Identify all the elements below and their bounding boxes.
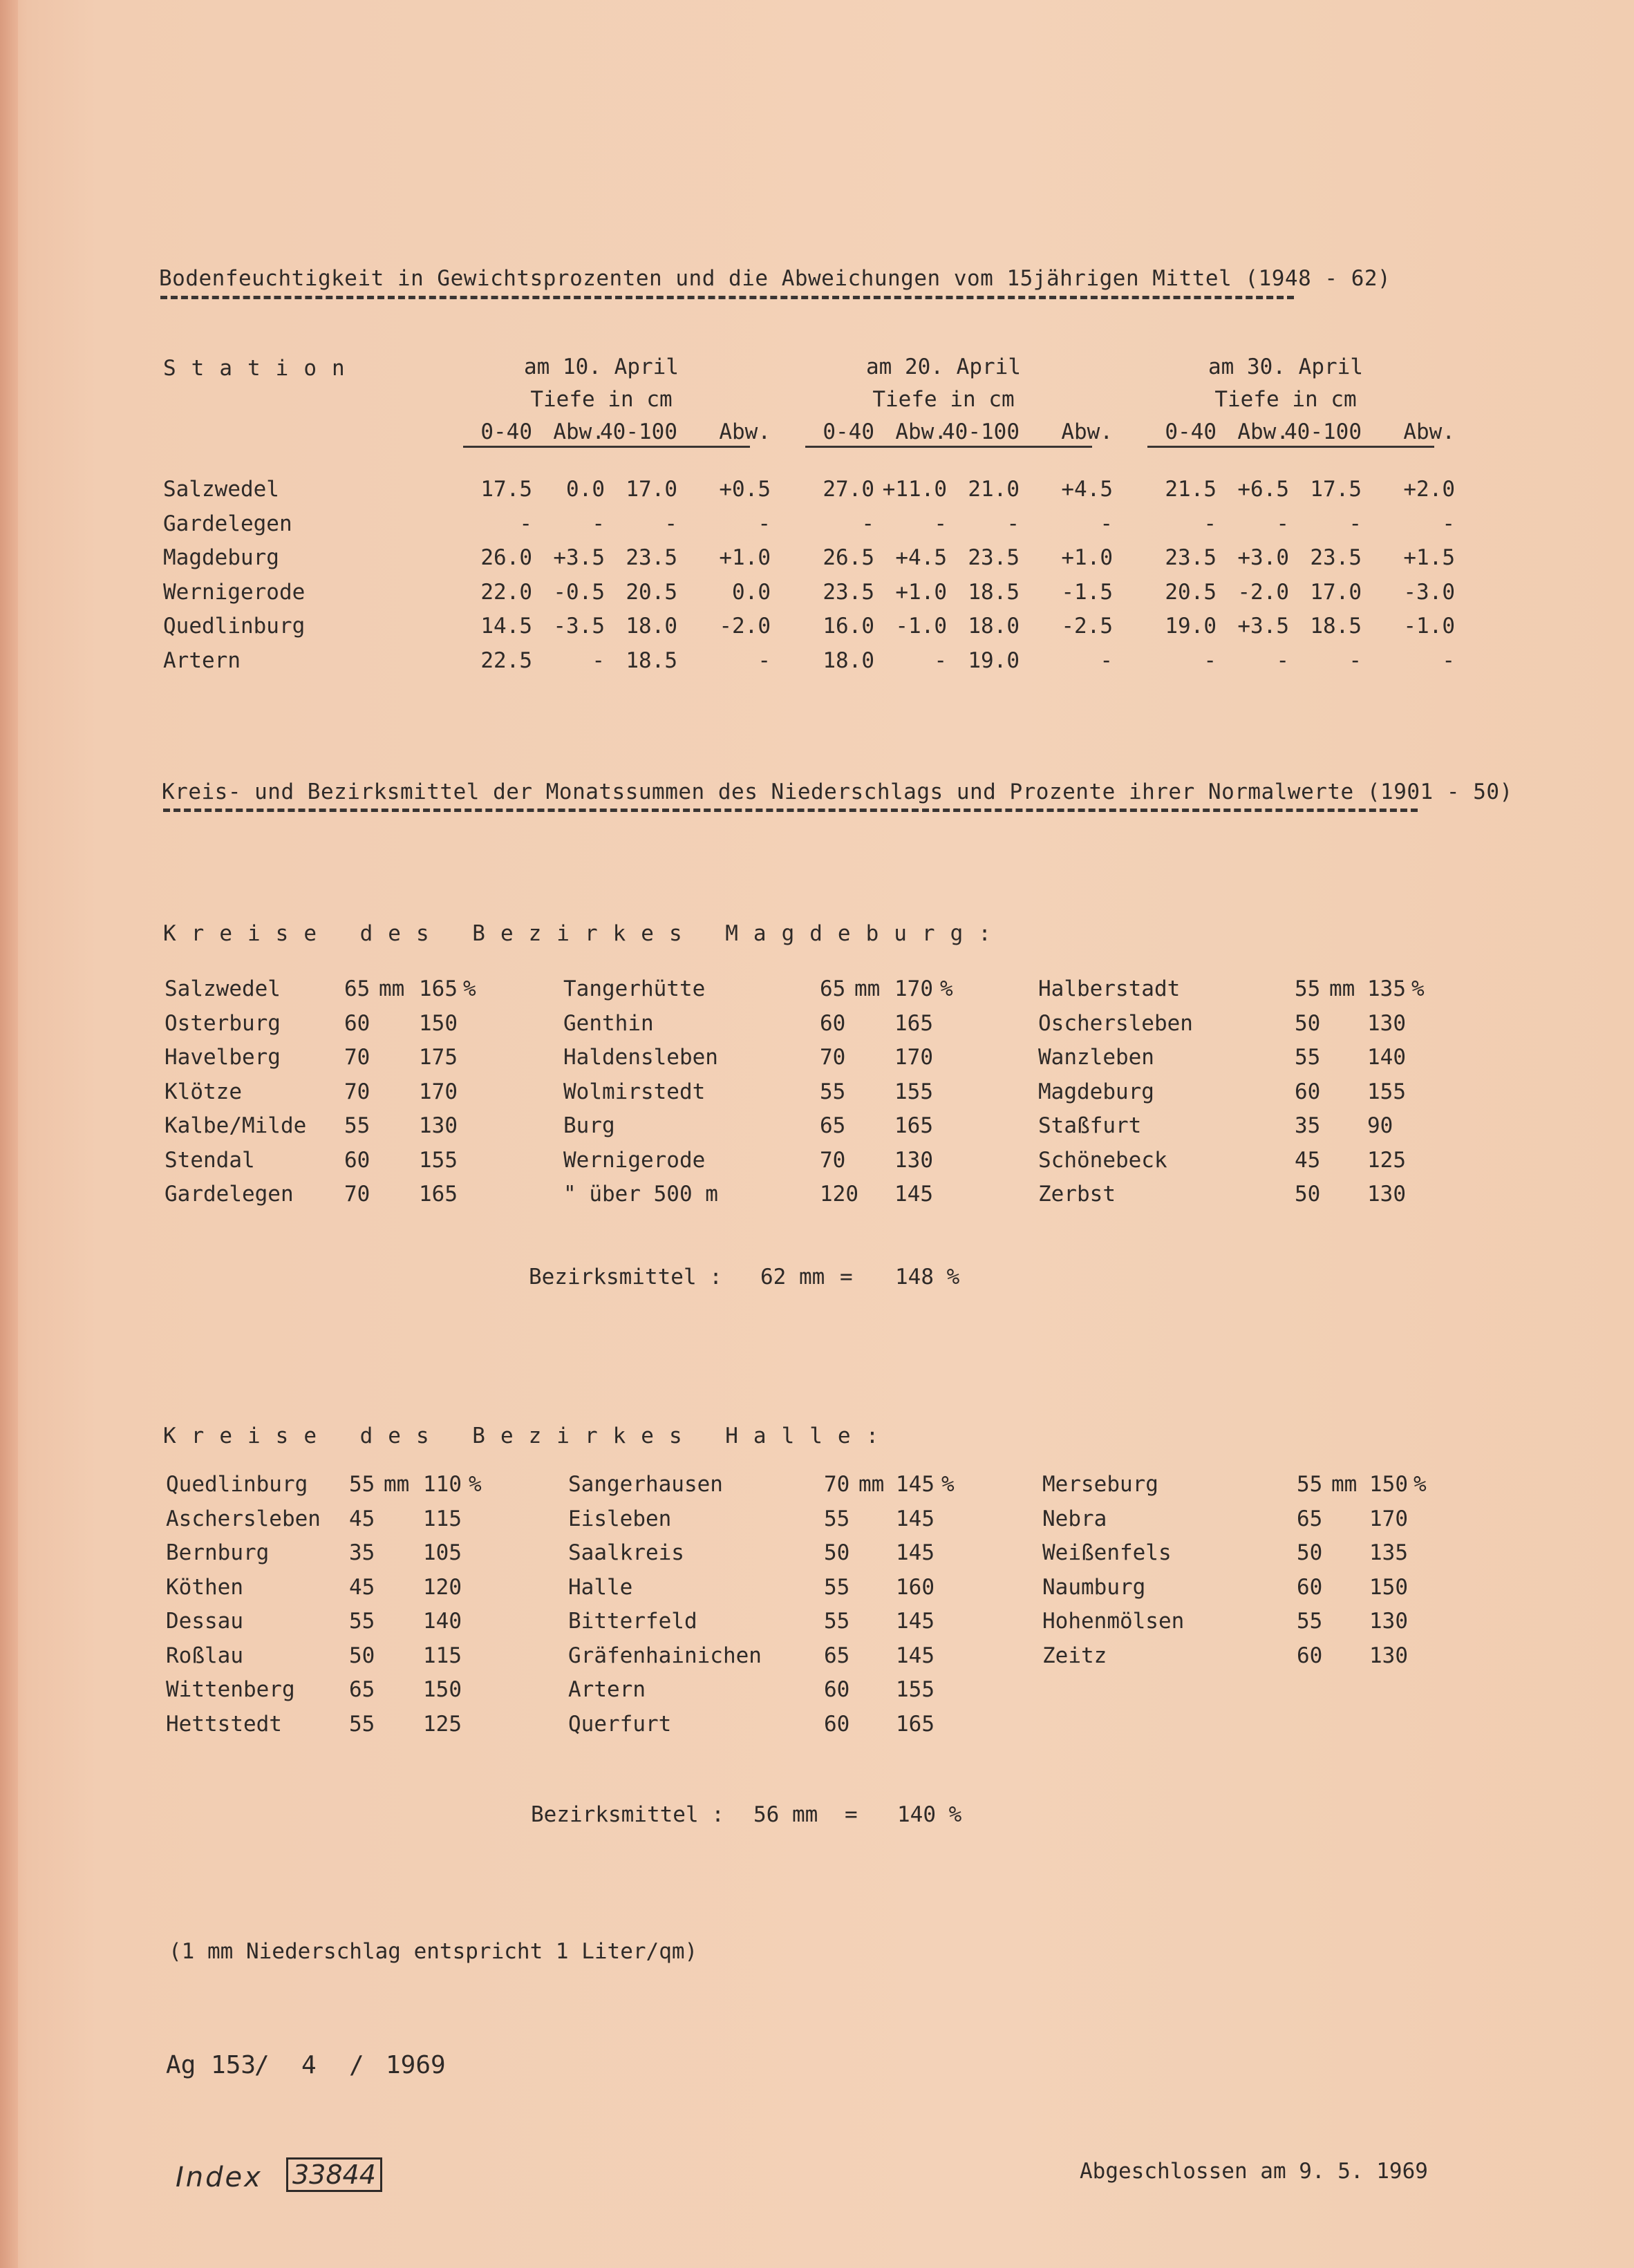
- district-name: Haldensleben: [563, 1045, 718, 1070]
- precip-mm: 70: [344, 1079, 370, 1104]
- halle-mean-label: Bezirksmittel :: [531, 1802, 724, 1827]
- precip-mm: 65: [344, 976, 370, 1001]
- precip-note: (1 mm Niederschlag entspricht 1 Liter/qm): [169, 1939, 698, 1964]
- soil-value: 23.5: [626, 545, 677, 570]
- ref-a: Ag 153: [166, 2051, 256, 2079]
- district-name: Burg: [563, 1113, 615, 1138]
- district-name: Querfurt: [568, 1712, 672, 1737]
- district-name: Hohenmölsen: [1042, 1609, 1185, 1634]
- halle-mean-eq: =: [845, 1802, 858, 1827]
- column-header: Abw.: [719, 419, 771, 444]
- district-name: Tangerhütte: [563, 976, 706, 1001]
- soil-value: 20.5: [626, 580, 677, 605]
- soil-value: -: [758, 648, 771, 673]
- soil-value: 17.0: [626, 477, 677, 502]
- magdeburg-heading: Kreise des Bezirkes Magdeburg:: [163, 921, 1006, 946]
- column-header: Abw.: [1061, 419, 1113, 444]
- unit-mm: mm: [379, 976, 405, 1001]
- station-name: Magdeburg: [163, 545, 279, 570]
- district-name: Naumburg: [1042, 1575, 1146, 1600]
- soil-value: +1.0: [895, 580, 947, 605]
- precip-pct: 165: [419, 976, 458, 1001]
- precip-mm: 60: [820, 1011, 846, 1036]
- column-header: 40-100: [942, 419, 1020, 444]
- index-label: Index: [176, 2162, 263, 2193]
- soil-value: 0.0: [566, 477, 605, 502]
- precip-mm: 50: [1297, 1540, 1323, 1565]
- column-header: Abw.: [895, 419, 947, 444]
- soil-value: 26.5: [823, 545, 874, 570]
- unit-pct: %: [1414, 1472, 1427, 1497]
- precip-pct: 145: [896, 1540, 935, 1565]
- page-edge: [0, 0, 18, 2268]
- district-name: Staßfurt: [1038, 1113, 1142, 1138]
- magdeburg-mean-mm: 62 mm: [760, 1265, 825, 1289]
- district-name: Zerbst: [1038, 1182, 1116, 1207]
- soil-value: 18.0: [968, 614, 1020, 639]
- soil-value: 18.5: [968, 580, 1020, 605]
- period-underline: [805, 446, 1092, 448]
- precip-title: Kreis- und Bezirksmittel der Monatssummen des Niederschlags und Prozente ihrer Normalwerte (1901 - 50): [162, 779, 1513, 804]
- soil-value: -1.0: [1403, 614, 1455, 639]
- soil-value: +1.0: [1061, 545, 1113, 570]
- precip-pct: 150: [423, 1677, 462, 1702]
- precip-pct: 145: [896, 1609, 935, 1634]
- precip-mm: 55: [349, 1712, 375, 1737]
- soil-value: -1.5: [1061, 580, 1113, 605]
- soil-value: +3.5: [1237, 614, 1289, 639]
- precip-mm: 120: [820, 1182, 858, 1207]
- magdeburg-mean-label: Bezirksmittel :: [529, 1265, 722, 1289]
- soil-value: -0.5: [553, 580, 605, 605]
- precip-pct: 135: [1369, 1540, 1408, 1565]
- precip-pct: 115: [423, 1643, 462, 1668]
- district-name: Sangerhausen: [568, 1472, 723, 1497]
- district-name: Bernburg: [166, 1540, 270, 1565]
- district-name: Gräfenhainichen: [568, 1643, 762, 1668]
- soil-value: -: [1442, 511, 1455, 536]
- soil-value: 22.5: [480, 648, 532, 673]
- soil-value: -: [519, 511, 532, 536]
- district-name: Stendal: [165, 1148, 255, 1173]
- soil-value: 19.0: [968, 648, 1020, 673]
- district-name: Halberstadt: [1038, 976, 1181, 1001]
- district-name: Schönebeck: [1038, 1148, 1167, 1173]
- precip-mm: 55: [349, 1609, 375, 1634]
- district-name: Wittenberg: [166, 1677, 295, 1702]
- precip-mm: 55: [1297, 1609, 1323, 1634]
- period-depth: Tiefe in cm: [530, 387, 673, 412]
- unit-pct: %: [1411, 976, 1425, 1001]
- soil-value: 23.5: [1310, 545, 1362, 570]
- precip-pct: 155: [894, 1079, 933, 1104]
- unit-pct: %: [469, 1472, 482, 1497]
- precip-pct: 140: [423, 1609, 462, 1634]
- precip-pct: 155: [1367, 1079, 1406, 1104]
- soil-title-underline: [160, 296, 1294, 299]
- precip-pct: 105: [423, 1540, 462, 1565]
- district-name: Wernigerode: [563, 1148, 706, 1173]
- soil-value: 21.5: [1165, 477, 1217, 502]
- soil-value: +4.5: [895, 545, 947, 570]
- column-header: 40-100: [1284, 419, 1362, 444]
- soil-value: 23.5: [968, 545, 1020, 570]
- soil-value: -: [934, 648, 947, 673]
- unit-mm: mm: [854, 976, 881, 1001]
- column-header: Abw.: [1403, 419, 1455, 444]
- soil-value: -: [1349, 648, 1362, 673]
- station-name: Wernigerode: [163, 580, 306, 605]
- district-name: Magdeburg: [1038, 1079, 1154, 1104]
- precip-mm: 55: [1295, 1045, 1321, 1070]
- district-name: Nebra: [1042, 1506, 1107, 1531]
- magdeburg-mean-eq: =: [840, 1265, 853, 1289]
- station-label: Station: [163, 356, 360, 381]
- soil-value: +0.5: [719, 477, 771, 502]
- precip-pct: 170: [419, 1079, 458, 1104]
- soil-value: 0.0: [732, 580, 771, 605]
- soil-value: -2.5: [1061, 614, 1113, 639]
- precip-pct: 155: [419, 1148, 458, 1173]
- soil-value: -3.5: [553, 614, 605, 639]
- precip-mm: 70: [820, 1148, 846, 1173]
- precip-mm: 55: [1295, 976, 1321, 1001]
- district-name: Osterburg: [165, 1011, 281, 1036]
- period-depth: Tiefe in cm: [872, 387, 1015, 412]
- precip-pct: 130: [1369, 1609, 1408, 1634]
- precip-pct: 145: [894, 1182, 933, 1207]
- soil-value: 26.0: [480, 545, 532, 570]
- period-date: am 30. April: [1208, 355, 1363, 379]
- precip-pct: 170: [894, 1045, 933, 1070]
- soil-value: 17.5: [480, 477, 532, 502]
- district-name: Quedlinburg: [166, 1472, 308, 1497]
- precip-mm: 60: [824, 1677, 850, 1702]
- soil-value: -: [934, 511, 947, 536]
- district-name: Aschersleben: [166, 1506, 321, 1531]
- precip-mm: 45: [349, 1575, 375, 1600]
- column-header: 0-40: [480, 419, 532, 444]
- district-name: Merseburg: [1042, 1472, 1158, 1497]
- district-name: Klötze: [165, 1079, 242, 1104]
- district-name: Halle: [568, 1575, 633, 1600]
- precip-mm: 55: [824, 1506, 850, 1531]
- precip-mm: 65: [820, 976, 846, 1001]
- precip-mm: 50: [824, 1540, 850, 1565]
- soil-value: 17.0: [1310, 580, 1362, 605]
- ref-c: 1969: [386, 2051, 446, 2079]
- soil-value: 23.5: [823, 580, 874, 605]
- soil-value: -: [1203, 648, 1217, 673]
- precip-mm: 55: [824, 1609, 850, 1634]
- soil-value: -1.0: [895, 614, 947, 639]
- precip-pct: 125: [1367, 1148, 1406, 1173]
- precip-mm: 60: [824, 1712, 850, 1737]
- precip-pct: 150: [1369, 1575, 1408, 1600]
- soil-value: -: [1442, 648, 1455, 673]
- soil-value: -2.0: [719, 614, 771, 639]
- station-name: Quedlinburg: [163, 614, 306, 639]
- precip-mm: 65: [824, 1643, 850, 1668]
- district-name: Eisleben: [568, 1506, 672, 1531]
- precip-pct: 170: [894, 976, 933, 1001]
- precip-pct: 125: [423, 1712, 462, 1737]
- soil-title: Bodenfeuchtigkeit in Gewichtsprozenten und die Abweichungen vom 15jährigen Mittel (1948 - 62): [159, 266, 1391, 291]
- precip-mm: 65: [349, 1677, 375, 1702]
- soil-value: +1.5: [1403, 545, 1455, 570]
- district-name: Kalbe/Milde: [165, 1113, 307, 1138]
- district-name: Wolmirstedt: [563, 1079, 706, 1104]
- halle-mean-pct: 140 %: [897, 1802, 962, 1827]
- precip-pct: 165: [896, 1712, 935, 1737]
- precip-pct: 110: [423, 1472, 462, 1497]
- unit-mm: mm: [1329, 976, 1355, 1001]
- precip-mm: 50: [1295, 1182, 1321, 1207]
- index-number-box: 33844: [286, 2157, 382, 2192]
- precip-pct: 165: [894, 1011, 933, 1036]
- unit-pct: %: [463, 976, 476, 1001]
- precip-title-underline: [163, 809, 1418, 812]
- district-name: Havelberg: [165, 1045, 281, 1070]
- precip-pct: 130: [1369, 1643, 1408, 1668]
- halle-heading: Kreise des Bezirkes Halle:: [163, 1424, 894, 1448]
- unit-pct: %: [941, 1472, 955, 1497]
- precip-mm: 70: [824, 1472, 850, 1497]
- soil-value: -: [1203, 511, 1217, 536]
- district-name: Weißenfels: [1042, 1540, 1172, 1565]
- soil-value: -3.0: [1403, 580, 1455, 605]
- column-header: 40-100: [600, 419, 677, 444]
- ref-sep-2: /: [349, 2051, 364, 2079]
- soil-value: 22.0: [480, 580, 532, 605]
- precip-mm: 65: [1297, 1506, 1323, 1531]
- district-name: Hettstedt: [166, 1712, 282, 1737]
- precip-pct: 175: [419, 1045, 458, 1070]
- station-name: Gardelegen: [163, 511, 292, 536]
- ref-b: 4: [301, 2051, 317, 2079]
- soil-value: +1.0: [719, 545, 771, 570]
- soil-value: 18.5: [1310, 614, 1362, 639]
- halle-mean-mm: 56 mm: [753, 1802, 818, 1827]
- period-underline: [1147, 446, 1434, 448]
- precip-mm: 55: [1297, 1472, 1323, 1497]
- soil-value: -: [1100, 511, 1113, 536]
- soil-value: 23.5: [1165, 545, 1217, 570]
- precip-mm: 60: [344, 1148, 370, 1173]
- precip-mm: 65: [820, 1113, 846, 1138]
- soil-value: -: [861, 511, 874, 536]
- soil-value: -2.0: [1237, 580, 1289, 605]
- ref-sep-1: /: [254, 2051, 270, 2079]
- district-name: Gardelegen: [165, 1182, 294, 1207]
- soil-value: 19.0: [1165, 614, 1217, 639]
- district-name: Oschersleben: [1038, 1011, 1193, 1036]
- soil-value: -: [758, 511, 771, 536]
- precip-pct: 130: [1367, 1182, 1406, 1207]
- precip-mm: 45: [349, 1506, 375, 1531]
- precip-mm: 55: [824, 1575, 850, 1600]
- soil-value: +2.0: [1403, 477, 1455, 502]
- closed-date: Abgeschlossen am 9. 5. 1969: [1080, 2159, 1428, 2184]
- precip-mm: 55: [820, 1079, 846, 1104]
- precip-mm: 70: [820, 1045, 846, 1070]
- district-name: Bitterfeld: [568, 1609, 697, 1634]
- precip-mm: 55: [349, 1472, 375, 1497]
- district-name: " über 500 m: [563, 1182, 718, 1207]
- precip-pct: 130: [419, 1113, 458, 1138]
- precip-mm: 60: [1295, 1079, 1321, 1104]
- column-header: Abw.: [553, 419, 605, 444]
- precip-mm: 50: [1295, 1011, 1321, 1036]
- precip-pct: 145: [896, 1472, 935, 1497]
- precip-mm: 50: [349, 1643, 375, 1668]
- soil-value: 20.5: [1165, 580, 1217, 605]
- soil-value: -: [1100, 648, 1113, 673]
- station-name: Salzwedel: [163, 477, 279, 502]
- precip-pct: 160: [896, 1575, 935, 1600]
- precip-mm: 60: [1297, 1643, 1323, 1668]
- precip-pct: 170: [1369, 1506, 1408, 1531]
- soil-value: +4.5: [1061, 477, 1113, 502]
- soil-value: 16.0: [823, 614, 874, 639]
- precip-pct: 90: [1367, 1113, 1393, 1138]
- precip-mm: 45: [1295, 1148, 1321, 1173]
- precip-pct: 130: [894, 1148, 933, 1173]
- period-underline: [463, 446, 750, 448]
- precip-pct: 165: [419, 1182, 458, 1207]
- soil-value: -: [1006, 511, 1020, 536]
- precip-mm: 35: [349, 1540, 375, 1565]
- precip-mm: 70: [344, 1045, 370, 1070]
- soil-value: 27.0: [823, 477, 874, 502]
- soil-value: 18.5: [626, 648, 677, 673]
- soil-value: -: [592, 511, 605, 536]
- column-header: 0-40: [823, 419, 874, 444]
- soil-value: 21.0: [968, 477, 1020, 502]
- soil-value: -: [664, 511, 677, 536]
- unit-mm: mm: [1331, 1472, 1358, 1497]
- unit-mm: mm: [384, 1472, 410, 1497]
- soil-value: -: [1276, 648, 1289, 673]
- precip-pct: 150: [419, 1011, 458, 1036]
- soil-value: 18.0: [626, 614, 677, 639]
- soil-value: +3.0: [1237, 545, 1289, 570]
- soil-value: +3.5: [553, 545, 605, 570]
- district-name: Zeitz: [1042, 1643, 1107, 1668]
- precip-pct: 150: [1369, 1472, 1408, 1497]
- soil-value: 17.5: [1310, 477, 1362, 502]
- soil-value: -: [1349, 511, 1362, 536]
- precip-mm: 60: [1297, 1575, 1323, 1600]
- column-header: 0-40: [1165, 419, 1217, 444]
- district-name: Genthin: [563, 1011, 654, 1036]
- column-header: Abw.: [1237, 419, 1289, 444]
- period-depth: Tiefe in cm: [1214, 387, 1357, 412]
- precip-pct: 135: [1367, 976, 1406, 1001]
- district-name: Saalkreis: [568, 1540, 684, 1565]
- district-name: Salzwedel: [165, 976, 281, 1001]
- district-name: Artern: [568, 1677, 646, 1702]
- district-name: Dessau: [166, 1609, 243, 1634]
- precip-mm: 60: [344, 1011, 370, 1036]
- soil-value: +6.5: [1237, 477, 1289, 502]
- station-name: Artern: [163, 648, 241, 673]
- soil-value: -: [1276, 511, 1289, 536]
- district-name: Wanzleben: [1038, 1045, 1154, 1070]
- unit-mm: mm: [858, 1472, 885, 1497]
- precip-pct: 155: [896, 1677, 935, 1702]
- soil-value: -: [592, 648, 605, 673]
- precip-pct: 145: [896, 1643, 935, 1668]
- precip-pct: 140: [1367, 1045, 1406, 1070]
- soil-value: 14.5: [480, 614, 532, 639]
- district-name: Köthen: [166, 1575, 243, 1600]
- precip-pct: 165: [894, 1113, 933, 1138]
- unit-pct: %: [940, 976, 953, 1001]
- precip-pct: 145: [896, 1506, 935, 1531]
- precip-pct: 115: [423, 1506, 462, 1531]
- precip-mm: 55: [344, 1113, 370, 1138]
- precip-mm: 35: [1295, 1113, 1321, 1138]
- precip-pct: 130: [1367, 1011, 1406, 1036]
- precip-mm: 70: [344, 1182, 370, 1207]
- district-name: Roßlau: [166, 1643, 243, 1668]
- period-date: am 20. April: [866, 355, 1021, 379]
- precip-pct: 120: [423, 1575, 462, 1600]
- soil-value: 18.0: [823, 648, 874, 673]
- soil-value: +11.0: [882, 477, 947, 502]
- magdeburg-mean-pct: 148 %: [895, 1265, 960, 1289]
- period-date: am 10. April: [524, 355, 679, 379]
